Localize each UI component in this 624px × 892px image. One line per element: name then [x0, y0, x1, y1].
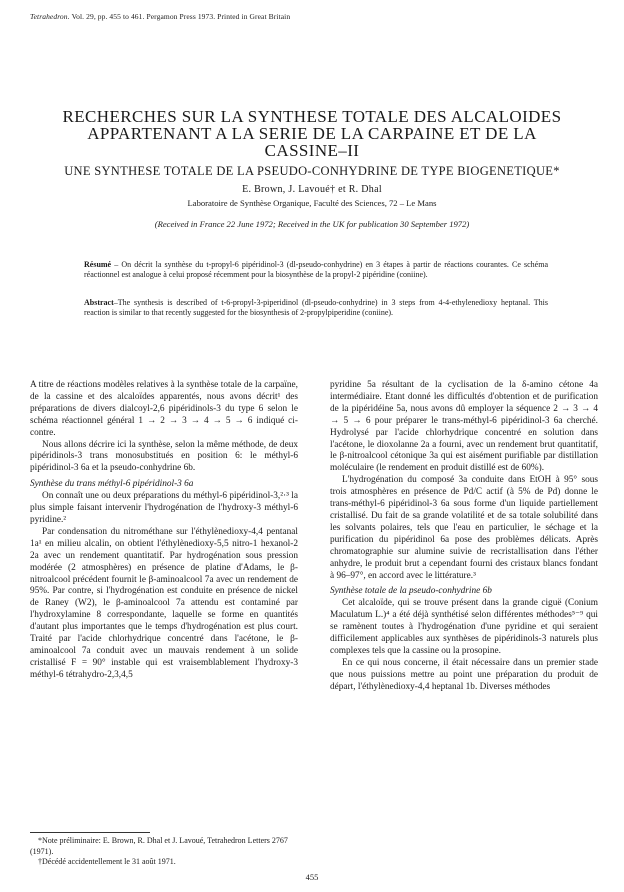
- right-column: [330, 380, 598, 694]
- resume-label: Résumé: [84, 260, 112, 269]
- body-paragraph: En ce qui nous concerne, il était nécessaire dans un premier stade que nous puissions mettre au point une préparation du produit de départ, l'éthylènedioxy-4,4 heptanal 1b. Diverses méthodes: [330, 657, 598, 692]
- body-paragraph: On connaît une ou deux préparations du méthyl-6 pipéridinol-3,²·³ la plus simple faisant intervenir l'hydrogénation de l'hydroxy-3 méthyl-6 pyridine.²: [30, 491, 298, 525]
- journal-name: Tetrahedron.: [30, 12, 70, 21]
- title-block: [60, 108, 564, 229]
- article-title: RECHERCHES SUR LA SYNTHESE TOTALE DES ALCALOIDES APPARTENANT A LA SERIE DE LA CARPAINE ET DE LA CASSINE–II: [62, 107, 562, 160]
- resume-french: [84, 260, 548, 281]
- body-paragraph: Par condensation du nitrométhane sur l'éthylènedioxy-4,4 pentanal 1a¹ en milieu alcalin, on obtient l'éthylènedioxy-5,5 nitro-1 hexanol-2 2a avec un rendement quantitatif. Par hydrogénation sous pression modérée (2 atmosphères) en présence de platine d'Adams, le β-nitroalcool précédent fournit le β-aminoalcool 7a avec un rendement de 95%. Par contre, si l'hydrogénation est conduite en présence de nickel de Raney (W2), le β-aminoalcool 7a attendu est contaminé par l'hydroxylamine 8 correspondante, laquelle se forme en quantités d'autant plus importantes que le temps d'hydrogénation est plus court. Traité par l'acide chlorhydrique concentré dans l'acétone, le β-aminoalcool 7a conduit avec un mauvais rendement à un solide cristallisé F = 90° instable qui est vraisemblablement l'hydroxy-3 méthyl-6 tétrahydro-2,3,4,5: [30, 526, 298, 680]
- page-number: 455: [305, 872, 319, 882]
- abstract-english: [84, 298, 548, 319]
- footnotes: [30, 832, 298, 868]
- left-column: [30, 380, 298, 682]
- body-paragraph: Nous allons décrire ici la synthèse, selon la même méthode, de deux pipéridinols-3 trans monosubstitués en position 6: le méthyl-6 pipéridinol-3 6a et la pseudo-conhydrine 6b.: [30, 439, 298, 474]
- body-paragraph: L'hydrogénation du composé 3a conduite dans EtOH à 95° sous trois atmosphères en présence de Pd/C actif (à 5% de Pd) donne le trans-méthyl-6 pipéridinol-3 6a sous forme d'un liquide partiellement cristallisé. Du fait de sa grande volatilité et de sa totale solubilité dans les solvants polaires, tels que l'eau en particulier, le séchage et la purification du pipéridinol 6a pose des problèmes délicats. Après chromatographie sur alumine suivie de recristallisation dans l'éther anhydre, le produit brut a cependant fourni des cristaux blancs fondant à 96–97°, en accord avec le littérature.³: [330, 475, 598, 581]
- resume-text: – On décrit la synthèse du t-propyl-6 pipéridinol-3 (dl-pseudo-conhydrine) en 3 étapes à partir de réactions courantes. Ce schéma réactionnel est analogue à celui proposé récemment pour la biosynthèse de la propyl-2 pipéridine (coniine).: [84, 260, 548, 280]
- journal-header: [30, 12, 290, 21]
- affiliation: Laboratoire de Synthèse Organique, Faculté des Sciences, 72 – Le Mans: [187, 198, 437, 208]
- body-paragraph: pyridine 5a résultant de la cyclisation de la δ-amino cétone 4a intermédiaire. Etant donné les difficultés d'obtention et de purification de la pipéridéine 5a, nous avons dû employer la séquence 2 → 3 → 4 → 5 → 6 pour préparer le trans-méthyl-6 pipéridinol-3 6a cherché. Hydrolysé par l'acide chlorhydrique concentré en solution dans l'acétone, le dioxolanne 2a a fourni, avec un rendement brut quantitatif, le β-nitroalcool cétonique 3a qui est aisément purifiable par distillation moléculaire (le rendement en produit distillé est de 60%).: [330, 380, 598, 474]
- article-subtitle: UNE SYNTHESE TOTALE DE LA PSEUDO-CONHYDRINE DE TYPE BIOGENETIQUE*: [64, 164, 560, 178]
- section-heading: Synthèse totale de la pseudo-conhydrine 6b: [330, 586, 492, 597]
- journal-citation: Vol. 29, pp. 455 to 461. Pergamon Press 1973. Printed in Great Britain: [71, 12, 291, 21]
- footnote-rule: [30, 832, 150, 833]
- abstract-label: Abstract: [84, 298, 114, 307]
- body-paragraph: Cet alcaloïde, qui se trouve présent dans la grande ciguë (Conium Maculatum L.)⁴ a été déjà synthétisé selon différentes méthodes⁵⁻⁹ qui se ramènent toutes à l'hydrogénation d'une pyridine et qui seraient difficilement applicables aux synthèses de pipéridinols-3 naturels plus complexes tels que la cassine ou la prosopine.: [330, 598, 598, 656]
- section-heading: Synthèse du trans méthyl-6 pipéridinol-3 6a: [30, 479, 194, 490]
- body-paragraph: A titre de réactions modèles relatives à la synthèse totale de la carpaïne, de la cassine et des alcaloïdes apparentés, nous avons décrit¹ des préparations de divers dialcoyl-2,6 pipéridinols-3 du type 6 selon le schéma réactionnel général 1 → 2 → 3 → 4 → 5 → 6 indiqué ci-contre.: [30, 380, 298, 438]
- abstract-text: –The synthesis is described of t-6-propyl-3-piperidinol (dl-pseudo-conhydrine) in 3 steps from 4-4-ethylenedioxy heptanal. This reaction is similar to that recently suggested for the biosynthesis of 2-propylpiperidine (coniine).: [84, 298, 548, 318]
- footnote-deceased: †Décédé accidentellement le 31 août 1971.: [38, 857, 176, 866]
- author-list: E. Brown, J. Lavoué† et R. Dhal: [242, 184, 382, 195]
- received-dates: (Received in France 22 June 1972; Received in the UK for publication 30 September 1972): [154, 219, 470, 229]
- footnote-preliminary: *Note préliminaire: E. Brown, R. Dhal et J. Lavoué, Tetrahedron Letters 2767 (1971).: [30, 836, 288, 856]
